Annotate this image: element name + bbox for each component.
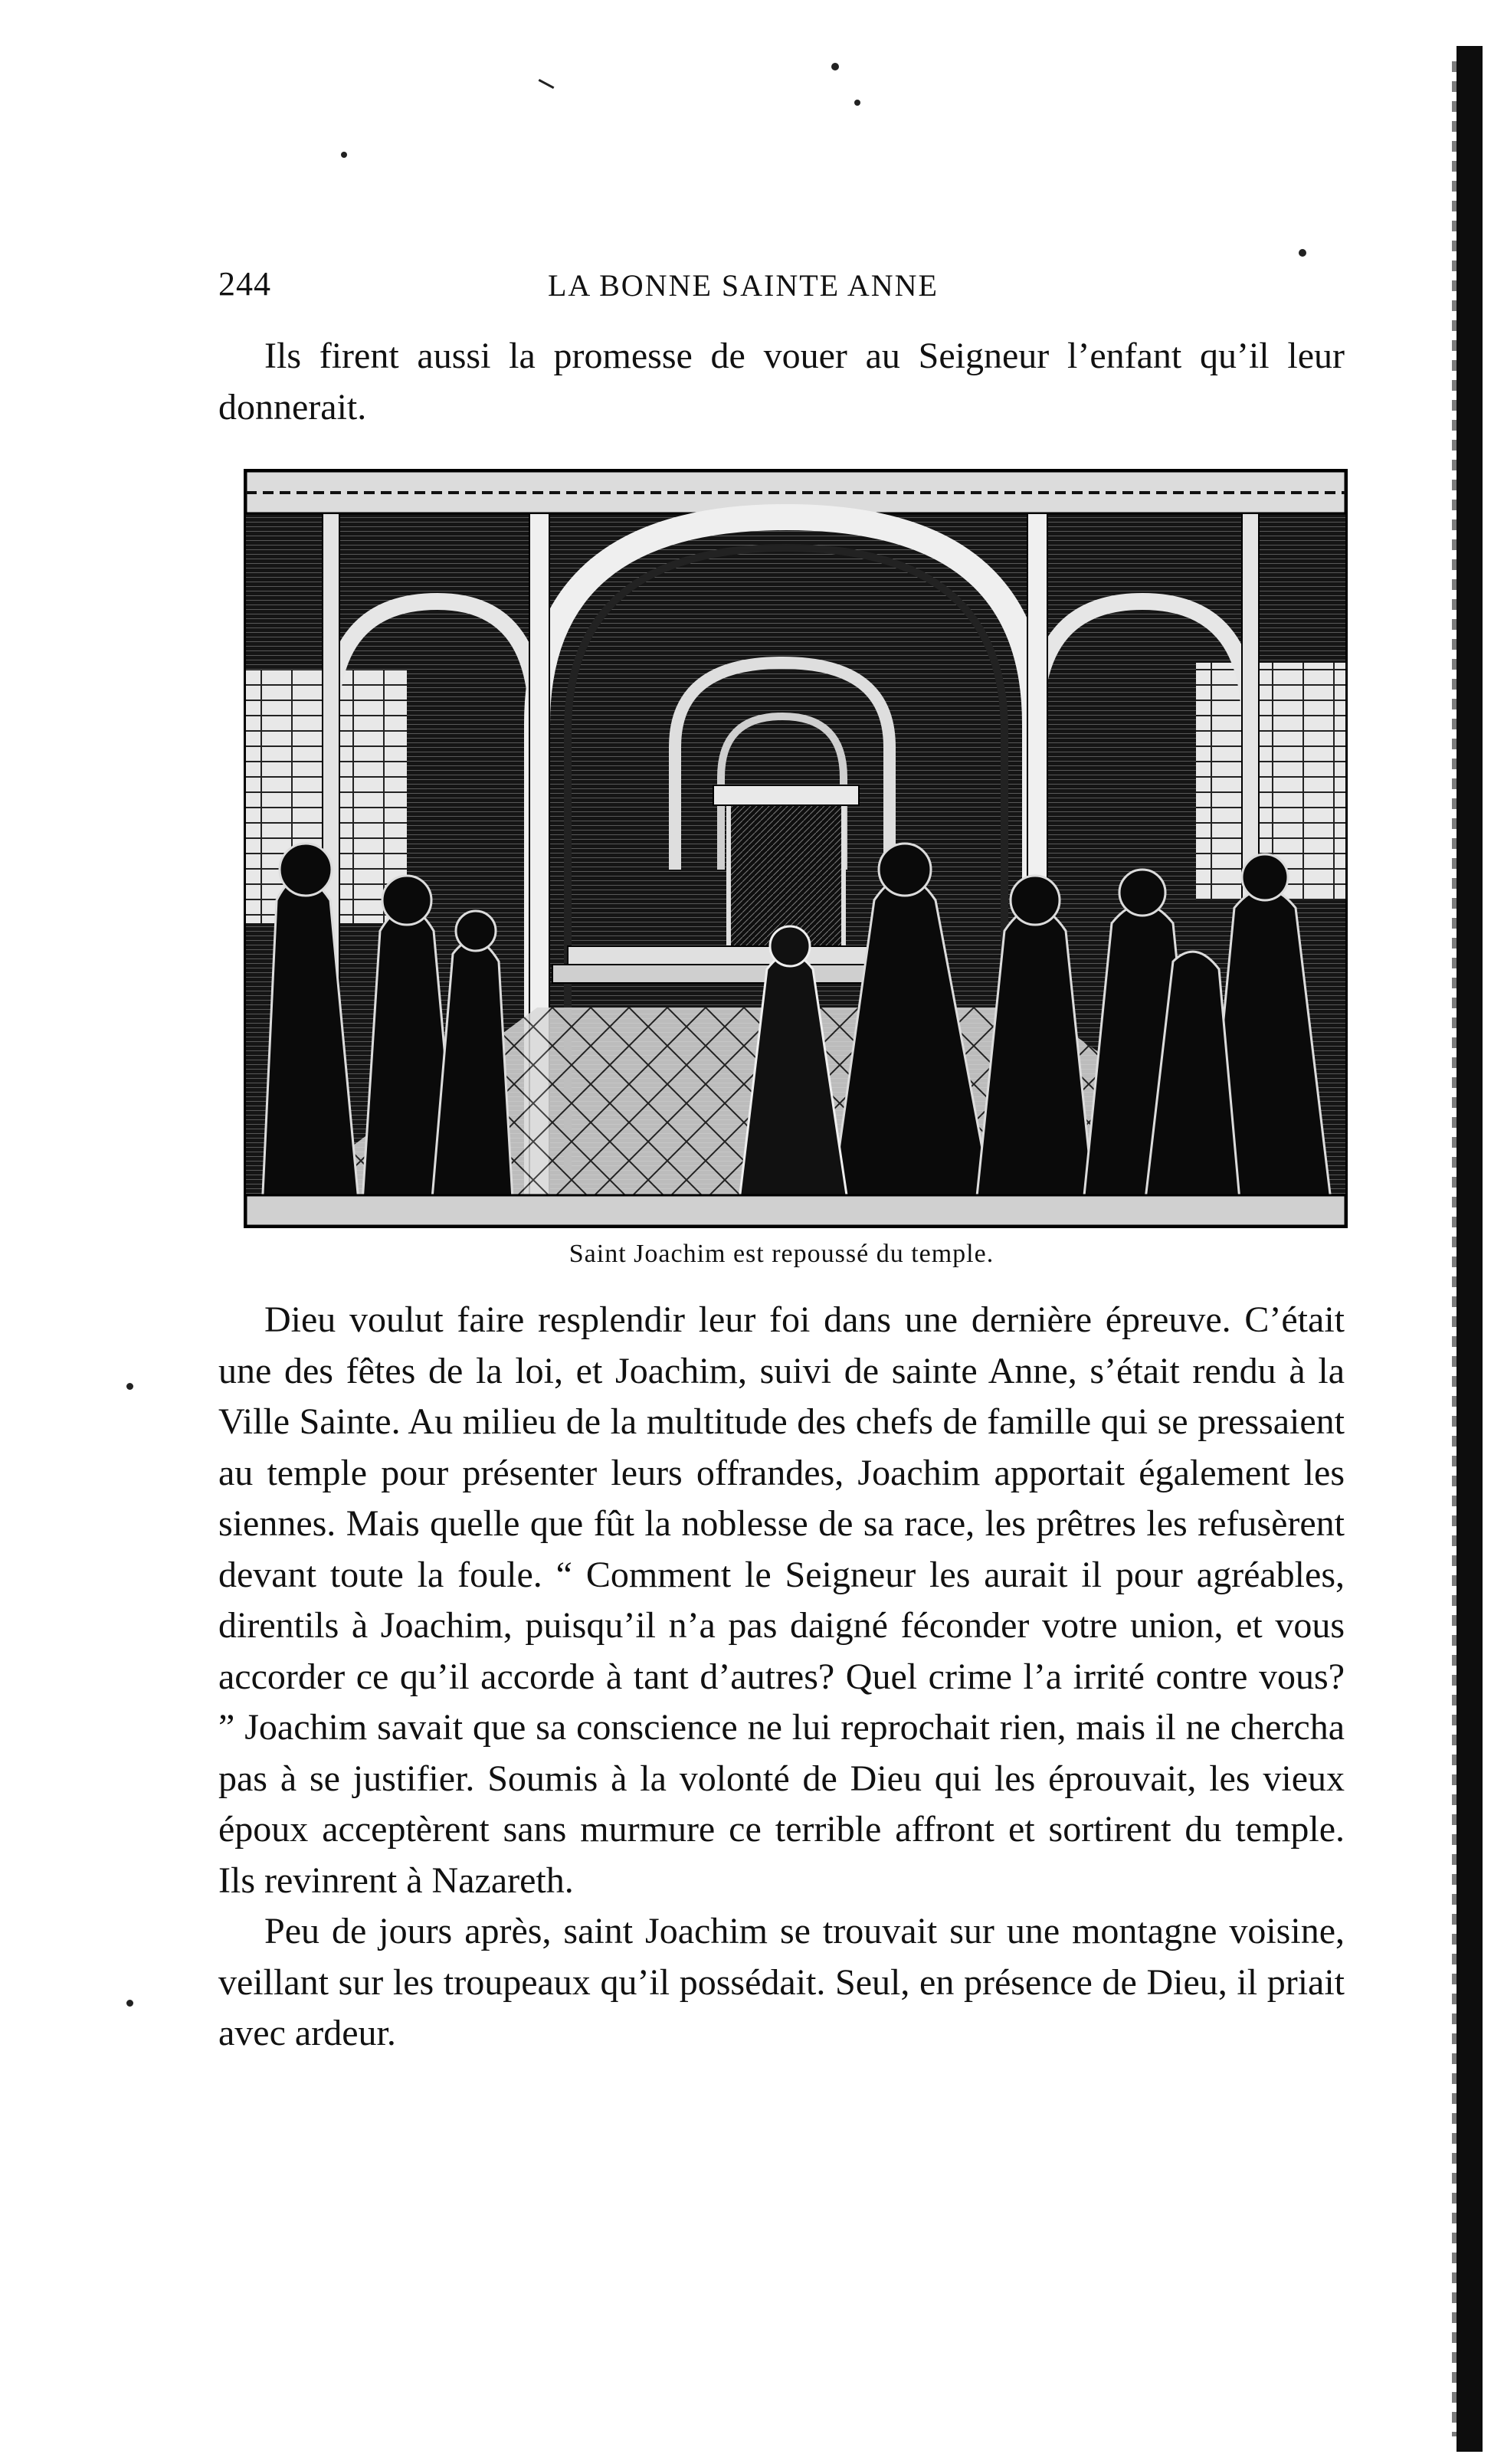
page-header (218, 264, 1383, 310)
engraving-figure (244, 469, 1348, 1228)
body-text (218, 1295, 1345, 2059)
engraving-illustration (246, 471, 1345, 1226)
figure-head (1119, 870, 1165, 916)
scan-margin-edge (1452, 61, 1456, 2436)
scan-speck (126, 1383, 133, 1390)
running-title: LA BONNE SAINTE ANNE (548, 268, 939, 303)
page-number: 244 (218, 265, 271, 303)
figure-head (280, 844, 332, 896)
altar-top (713, 785, 859, 805)
scan-speck (1299, 249, 1306, 257)
scan-speck (831, 63, 839, 70)
steps (552, 965, 905, 983)
scan-speck (341, 152, 347, 158)
paragraph: Dieu voulut faire resplendir leur foi dans une dernière épreuve. C’était une des fêtes de la loi, et Joachim, suivi de sainte Anne, s’était rendu à la Ville Sainte. Au milieu de la multitude des chefs de famille qui se pressaient au temple pour présenter leurs offrandes, Joachim apportait également les siennes. Mais quelle que fût la noblesse de sa race, les prêtres les refusèrent devant toute la foule. “ Comment le Seigneur les aurait il pour agréables, direntils à Joachim, puisqu’il n’a pas daigné féconder votre union, et vous accorder ce qu’il accorde à tant d’autres? Quel crime l’a irrité contre vous? ” Joachim savait que sa conscience ne lui reprochait rien, mais il ne chercha pas à se justifier. Soumis à la volonté de Dieu qui les éprouvait, les vieux époux acceptèrent sans murmure ce terrible affront et sortirent du temple. Ils revinrent à Nazareth. (218, 1299, 1345, 1901)
scan-speck (854, 100, 860, 106)
intro-paragraph: Ils firent aussi la promesse de vouer au Seigneur l’enfant qu’il leur donnerait. (218, 336, 1345, 428)
intro-text (218, 331, 1345, 433)
steps (568, 946, 890, 965)
scan-margin-bar (1456, 46, 1483, 2452)
figure-head (879, 844, 931, 896)
figure-border (246, 1195, 1345, 1226)
figure-head (456, 911, 496, 951)
figure-caption: Saint Joachim est repoussé du temple. (569, 1240, 994, 1268)
figure-head (1011, 876, 1060, 925)
figure-head (382, 876, 431, 925)
paragraph: Peu de jours après, saint Joachim se trouvait sur une montagne voisine, veillant sur les troupeaux qu’il possédait. Seul, en présence de Dieu, il priait avec ardeur. (218, 1911, 1345, 2053)
figure-head (1242, 854, 1288, 900)
scan-speck (126, 2000, 133, 2007)
scan-speck (539, 79, 555, 89)
figure-head (770, 926, 810, 966)
